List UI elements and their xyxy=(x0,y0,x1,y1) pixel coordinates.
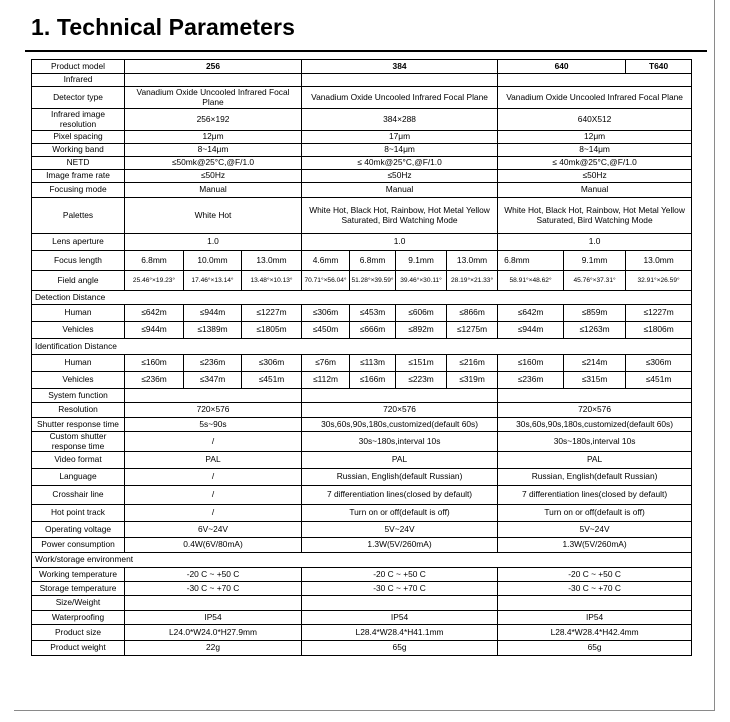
row-detection-distance xyxy=(32,291,692,305)
id-veh-640-3: ≤451m xyxy=(626,372,692,389)
det-human-384-2: ≤453m xyxy=(350,305,396,322)
label-resolution: Infrared image resolution xyxy=(32,109,125,131)
row-infrared xyxy=(32,74,692,87)
pixel-spacing-384: 17μm xyxy=(302,131,498,144)
label-storage-temp: Storage temperature xyxy=(32,582,125,596)
row-size-weight xyxy=(32,596,692,611)
row-detection-vehicles xyxy=(32,322,692,339)
id-human-256-3: ≤306m xyxy=(242,355,302,372)
lens-aperture-384: 1.0 xyxy=(302,234,498,251)
row-pixel-spacing xyxy=(32,131,692,144)
netd-384: ≤ 40mk@25°C,@F/1.0 xyxy=(302,157,498,170)
id-human-384-1: ≤76m xyxy=(302,355,350,372)
det-veh-384-1: ≤450m xyxy=(302,322,350,339)
frame-rate-384: ≤50Hz xyxy=(302,170,498,183)
focus-256-2: 10.0mm xyxy=(184,251,242,271)
row-palettes xyxy=(32,198,692,234)
label-netd: NETD xyxy=(32,157,125,170)
focus-640-1: 6.8mm xyxy=(498,251,564,271)
label-video-format: Video format xyxy=(32,452,125,469)
pixel-spacing-256: 12μm xyxy=(125,131,302,144)
spec-table xyxy=(31,59,692,656)
row-hot-point xyxy=(32,505,692,522)
label-palettes: Palettes xyxy=(32,198,125,234)
det-veh-256-1: ≤944m xyxy=(125,322,184,339)
resolution-384: 384×288 xyxy=(302,109,498,131)
label-focusing-mode: Focusing mode xyxy=(32,183,125,198)
det-veh-384-3: ≤892m xyxy=(396,322,447,339)
working-temp-640: -20 C ~ +50 C xyxy=(498,568,692,582)
field-256-1: 25.46°×19.23° xyxy=(125,271,184,291)
model-640: 640 xyxy=(498,60,626,74)
label-waterproofing: Waterproofing xyxy=(32,611,125,625)
label-power-consumption: Power consumption xyxy=(32,538,125,553)
row-working-band xyxy=(32,144,692,157)
id-veh-384-4: ≤319m xyxy=(447,372,498,389)
detector-384: Vanadium Oxide Uncooled Infrared Focal Plane xyxy=(302,87,498,109)
id-veh-640-2: ≤315m xyxy=(564,372,626,389)
det-human-256-2: ≤944m xyxy=(184,305,242,322)
power-640: 1.3W(5V/260mA) xyxy=(498,538,692,553)
id-veh-384-1: ≤112m xyxy=(302,372,350,389)
row-identification-vehicles xyxy=(32,372,692,389)
label-product-size: Product size xyxy=(32,625,125,641)
id-human-384-3: ≤151m xyxy=(396,355,447,372)
palettes-384: White Hot, Black Hot, Rainbow, Hot Metal Yellow Saturated, Bird Watching Mode xyxy=(302,198,498,234)
product-size-640: L28.4*W28.4*H42.4mm xyxy=(498,625,692,641)
row-detection-human xyxy=(32,305,692,322)
field-256-2: 17.46°×13.14° xyxy=(184,271,242,291)
voltage-640: 5V~24V xyxy=(498,522,692,538)
row-working-temp xyxy=(32,568,692,582)
section-environment: Work/storage environment xyxy=(32,553,692,568)
row-video-format xyxy=(32,452,692,469)
id-human-256-2: ≤236m xyxy=(184,355,242,372)
focus-640-3: 13.0mm xyxy=(626,251,692,271)
label-sys-resolution: Resolution xyxy=(32,403,125,418)
row-waterproofing xyxy=(32,611,692,625)
product-size-384: L28.4*W28.4*H41.1mm xyxy=(302,625,498,641)
id-veh-256-1: ≤236m xyxy=(125,372,184,389)
row-product-model xyxy=(32,60,692,74)
det-veh-640-3: ≤1806m xyxy=(626,322,692,339)
label-detector-type: Detector type xyxy=(32,87,125,109)
id-human-384-2: ≤113m xyxy=(350,355,396,372)
label-working-band: Working band xyxy=(32,144,125,157)
id-human-640-2: ≤214m xyxy=(564,355,626,372)
label-field-angle: Field angle xyxy=(32,271,125,291)
row-resolution xyxy=(32,109,692,131)
working-temp-384: -20 C ~ +50 C xyxy=(302,568,498,582)
focus-384-3: 9.1mm xyxy=(396,251,447,271)
label-identification-human: Human xyxy=(32,355,125,372)
section-size-weight: Size/Weight xyxy=(32,596,125,611)
waterproofing-384: IP54 xyxy=(302,611,498,625)
crosshair-640: 7 differentiation lines(closed by default) xyxy=(498,486,692,505)
section-detection-distance: Detection Distance xyxy=(32,291,692,305)
row-system-function xyxy=(32,389,692,403)
row-storage-temp xyxy=(32,582,692,596)
sys-resolution-640: 720×576 xyxy=(498,403,692,418)
field-384-4: 28.19°×21.33° xyxy=(447,271,498,291)
focus-256-1: 6.8mm xyxy=(125,251,184,271)
row-netd xyxy=(32,157,692,170)
working-temp-256: -20 C ~ +50 C xyxy=(125,568,302,582)
id-human-640-3: ≤306m xyxy=(626,355,692,372)
shutter-640: 30s,60s,90s,180s,customized(default 60s) xyxy=(498,418,692,432)
crosshair-384: 7 differentiation lines(closed by default) xyxy=(302,486,498,505)
product-size-256: L24.0*W24.0*H27.9mm xyxy=(125,625,302,641)
hot-point-384: Turn on or off(default is off) xyxy=(302,505,498,522)
field-384-3: 39.46°×30.11° xyxy=(396,271,447,291)
label-product-weight: Product weight xyxy=(32,641,125,656)
row-power-consumption xyxy=(32,538,692,553)
section-infrared: Infrared xyxy=(32,74,125,87)
id-veh-640-1: ≤236m xyxy=(498,372,564,389)
focus-384-1: 4.6mm xyxy=(302,251,350,271)
storage-temp-384: -30 C ~ +70 C xyxy=(302,582,498,596)
lens-aperture-640: 1.0 xyxy=(498,234,692,251)
det-human-640-2: ≤859m xyxy=(564,305,626,322)
det-human-256-1: ≤642m xyxy=(125,305,184,322)
storage-temp-640: -30 C ~ +70 C xyxy=(498,582,692,596)
label-crosshair: Crosshair line xyxy=(32,486,125,505)
language-640: Russian, English(default Russian) xyxy=(498,469,692,486)
custom-shutter-384: 30s~180s,interval 10s xyxy=(302,432,498,452)
det-veh-640-1: ≤944m xyxy=(498,322,564,339)
row-custom-shutter xyxy=(32,432,692,452)
id-veh-256-2: ≤347m xyxy=(184,372,242,389)
page-title: 1. Technical Parameters xyxy=(31,14,295,40)
detector-640: Vanadium Oxide Uncooled Infrared Focal Plane xyxy=(498,87,692,109)
row-product-weight xyxy=(32,641,692,656)
focus-384-2: 6.8mm xyxy=(350,251,396,271)
resolution-640: 640X512 xyxy=(498,109,692,131)
palettes-256: White Hot xyxy=(125,198,302,234)
sys-resolution-384: 720×576 xyxy=(302,403,498,418)
product-weight-640: 65g xyxy=(498,641,692,656)
id-veh-256-3: ≤451m xyxy=(242,372,302,389)
focus-384-4: 13.0mm xyxy=(447,251,498,271)
det-veh-384-4: ≤1275m xyxy=(447,322,498,339)
language-256: / xyxy=(125,469,302,486)
row-detector-type xyxy=(32,87,692,109)
row-sys-resolution xyxy=(32,403,692,418)
det-human-640-1: ≤642m xyxy=(498,305,564,322)
label-frame-rate: Image frame rate xyxy=(32,170,125,183)
focus-256-3: 13.0mm xyxy=(242,251,302,271)
det-human-640-3: ≤1227m xyxy=(626,305,692,322)
label-lens-aperture: Lens aperture xyxy=(32,234,125,251)
field-640-3: 32.91°×26.59° xyxy=(626,271,692,291)
storage-temp-256: -30 C ~ +70 C xyxy=(125,582,302,596)
video-format-384: PAL xyxy=(302,452,498,469)
working-band-256: 8~14μm xyxy=(125,144,302,157)
id-human-256-1: ≤160m xyxy=(125,355,184,372)
hot-point-256: / xyxy=(125,505,302,522)
resolution-256: 256×192 xyxy=(125,109,302,131)
det-veh-256-3: ≤1805m xyxy=(242,322,302,339)
label-detection-vehicles: Vehicles xyxy=(32,322,125,339)
det-human-384-3: ≤606m xyxy=(396,305,447,322)
crosshair-256: / xyxy=(125,486,302,505)
row-shutter-response xyxy=(32,418,692,432)
row-operating-voltage xyxy=(32,522,692,538)
det-human-256-3: ≤1227m xyxy=(242,305,302,322)
row-field-angle xyxy=(32,271,692,291)
focusing-mode-640: Manual xyxy=(498,183,692,198)
shutter-256: 5s~90s xyxy=(125,418,302,432)
voltage-256: 6V~24V xyxy=(125,522,302,538)
id-veh-384-2: ≤166m xyxy=(350,372,396,389)
custom-shutter-640: 30s~180s,interval 10s xyxy=(498,432,692,452)
section-identification-distance: Identification Distance xyxy=(32,339,692,355)
row-identification-human xyxy=(32,355,692,372)
label-identification-vehicles: Vehicles xyxy=(32,372,125,389)
voltage-384: 5V~24V xyxy=(302,522,498,538)
shutter-384: 30s,60s,90s,180s,customized(default 60s) xyxy=(302,418,498,432)
field-384-1: 70.71°×56.04° xyxy=(302,271,350,291)
product-weight-384: 65g xyxy=(302,641,498,656)
focus-640-2: 9.1mm xyxy=(564,251,626,271)
det-veh-640-2: ≤1263m xyxy=(564,322,626,339)
id-veh-384-3: ≤223m xyxy=(396,372,447,389)
label-working-temp: Working temperature xyxy=(32,568,125,582)
row-focusing-mode xyxy=(32,183,692,198)
frame-rate-640: ≤50Hz xyxy=(498,170,692,183)
label-detection-human: Human xyxy=(32,305,125,322)
row-environment xyxy=(32,553,692,568)
netd-640: ≤ 40mk@25°C,@F/1.0 xyxy=(498,157,692,170)
label-focus-length: Focus length xyxy=(32,251,125,271)
hot-point-640: Turn on or off(default is off) xyxy=(498,505,692,522)
id-human-640-1: ≤160m xyxy=(498,355,564,372)
custom-shutter-256: / xyxy=(125,432,302,452)
id-human-384-4: ≤216m xyxy=(447,355,498,372)
netd-256: ≤50mk@25°C,@F/1.0 xyxy=(125,157,302,170)
row-focus-length xyxy=(32,251,692,271)
waterproofing-640: IP54 xyxy=(498,611,692,625)
sys-resolution-256: 720×576 xyxy=(125,403,302,418)
product-weight-256: 22g xyxy=(125,641,302,656)
detector-256: Vanadium Oxide Uncooled Infrared Focal Plane xyxy=(125,87,302,109)
det-human-384-4: ≤866m xyxy=(447,305,498,322)
field-640-1: 58.91°×48.62° xyxy=(498,271,564,291)
label-product-model: Product model xyxy=(32,60,125,74)
video-format-640: PAL xyxy=(498,452,692,469)
label-shutter-response: Shutter response time xyxy=(32,418,125,432)
row-frame-rate xyxy=(32,170,692,183)
label-custom-shutter: Custom shutter response time xyxy=(32,432,125,452)
det-veh-256-2: ≤1389m xyxy=(184,322,242,339)
language-384: Russian, English(default Russian) xyxy=(302,469,498,486)
working-band-384: 8~14μm xyxy=(302,144,498,157)
waterproofing-256: IP54 xyxy=(125,611,302,625)
working-band-640: 8~14μm xyxy=(498,144,692,157)
lens-aperture-256: 1.0 xyxy=(125,234,302,251)
model-256: 256 xyxy=(125,60,302,74)
label-language: Language xyxy=(32,469,125,486)
row-crosshair xyxy=(32,486,692,505)
focusing-mode-256: Manual xyxy=(125,183,302,198)
label-hot-point: Hot point track xyxy=(32,505,125,522)
row-lens-aperture xyxy=(32,234,692,251)
focusing-mode-384: Manual xyxy=(302,183,498,198)
label-pixel-spacing: Pixel spacing xyxy=(32,131,125,144)
field-640-2: 45.76°×37.31° xyxy=(564,271,626,291)
video-format-256: PAL xyxy=(125,452,302,469)
row-language xyxy=(32,469,692,486)
row-product-size xyxy=(32,625,692,641)
power-256: 0.4W(6V/80mA) xyxy=(125,538,302,553)
model-t640: T640 xyxy=(626,60,692,74)
field-384-2: 51.28°×39.59° xyxy=(350,271,396,291)
det-veh-384-2: ≤666m xyxy=(350,322,396,339)
title-rule xyxy=(25,50,707,52)
frame-rate-256: ≤50Hz xyxy=(125,170,302,183)
power-384: 1.3W(5V/260mA) xyxy=(302,538,498,553)
palettes-640: White Hot, Black Hot, Rainbow, Hot Metal Yellow Saturated, Bird Watching Mode xyxy=(498,198,692,234)
row-identification-distance xyxy=(32,339,692,355)
label-operating-voltage: Operating voltage xyxy=(32,522,125,538)
pixel-spacing-640: 12μm xyxy=(498,131,692,144)
det-human-384-1: ≤306m xyxy=(302,305,350,322)
model-384: 384 xyxy=(302,60,498,74)
section-system-function: System function xyxy=(32,389,125,403)
field-256-3: 13.48°×10.13° xyxy=(242,271,302,291)
